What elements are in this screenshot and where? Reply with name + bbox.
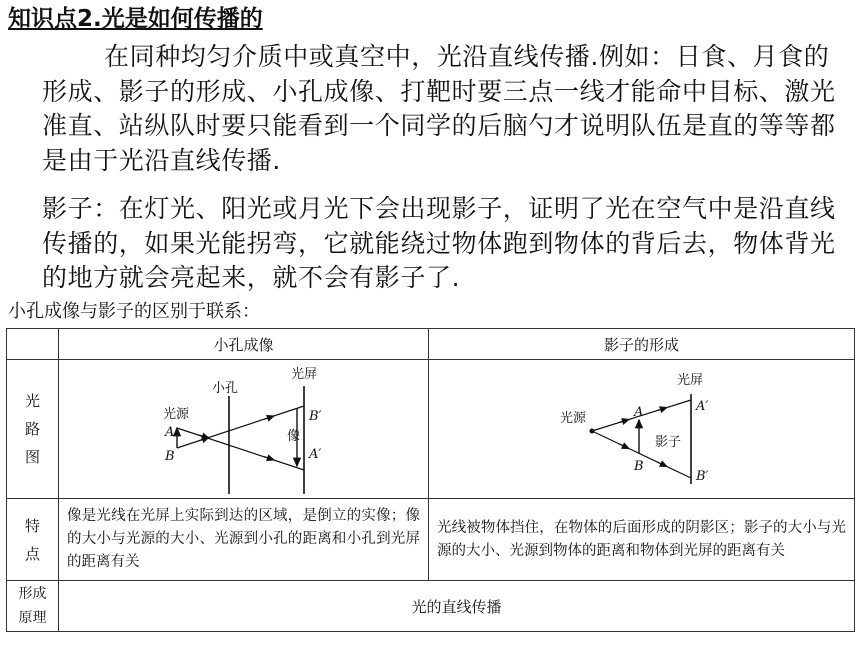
row-header-diagram [7, 360, 59, 499]
ray-arrow [619, 419, 629, 422]
comparison-table [6, 328, 855, 632]
shadow-feature-text: 光线被物体挡住，在物体的后面形成的阴影区；影子的大小与光源的大小、光源到物体的距离和物体到光屏的距离有关 [429, 499, 855, 581]
row-header-char: 图 [24, 448, 40, 466]
point-b-label: B [165, 449, 175, 464]
row-header-char: 路 [24, 420, 40, 438]
row-header-char: 特 [24, 516, 40, 535]
source-label: 光源 [560, 411, 587, 426]
paragraph-shadow: 影子：在灯光、阳光或月光下会出现影子，证明了光在空气中是沿直线传播的，如果光能拐弯，它就能绕过物体跑到物体的背后去，物体背光的地方就会亮起来，就不会有影子了. [42, 194, 836, 292]
shadow-label: 影子 [655, 435, 682, 450]
point-a-label: A [634, 405, 644, 420]
ray-arrow [619, 444, 629, 449]
row-header-features [7, 499, 59, 581]
ray-arrow [657, 408, 667, 411]
ray-a [177, 428, 304, 470]
point-a-prime-label: A′ [696, 399, 709, 414]
corner-cell [7, 329, 59, 360]
source-label: 光源 [163, 407, 190, 422]
point-b-prime-label: B′ [309, 409, 322, 424]
screen-label: 光屏 [677, 373, 704, 388]
ray-arrow [264, 457, 274, 460]
row-header-char: 原理 [18, 610, 47, 626]
ray-b [177, 406, 304, 448]
table-row-diagram [7, 360, 855, 499]
screen-label: 光屏 [291, 367, 318, 382]
row-header-char: 形成 [18, 586, 47, 602]
col-header-shadow: 影子的形成 [429, 329, 855, 360]
shadow-diagram-cell [429, 360, 855, 499]
point-a-prime-label: A′ [309, 447, 322, 462]
ray-arrow [199, 437, 209, 440]
pinhole-feature-text: 像是光线在光屏上实际到达的区域，是倒立的实像；像的大小与光源的大小、光源到小孔的距离和小孔到光屏的距离有关 [59, 499, 429, 581]
pinhole-diagram-cell [59, 360, 429, 499]
col-header-pinhole: 小孔成像 [59, 329, 429, 360]
point-a-label: A [165, 425, 175, 440]
principle-text: 光的直线传播 [59, 581, 855, 632]
table-caption: 小孔成像与影子的区别于联系： [8, 301, 260, 322]
shadow-diagram [429, 360, 855, 494]
table-header-row [7, 329, 855, 360]
paragraph-propagation [42, 40, 854, 178]
section-heading: 知识点2.光是如何传播的 [8, 6, 263, 32]
ray-arrow [657, 462, 667, 467]
ray-arrow [264, 416, 274, 419]
table-row-principle [7, 581, 855, 632]
image-label: 像 [287, 429, 301, 444]
point-b-prime-label: B′ [696, 469, 709, 484]
row-header-char: 点 [24, 544, 40, 563]
paragraph-propagation-text: 在同种均匀介质中或真空中，光沿直线传播.例如：日食、月食的形成、影子的形成、小孔成像、打靶时要三点一线才能命中目标、激光准直、站纵队时要只能看到一个同学的后脑勺才说明队伍是直的等等都是由于光沿直线传播. [42, 42, 836, 175]
hole-label: 小孔 [212, 381, 239, 396]
row-header-char: 光 [24, 392, 40, 410]
pinhole-diagram [59, 360, 429, 494]
row-header-principle [7, 581, 59, 632]
table-row-features [7, 499, 855, 581]
point-b-label: B [634, 459, 644, 474]
